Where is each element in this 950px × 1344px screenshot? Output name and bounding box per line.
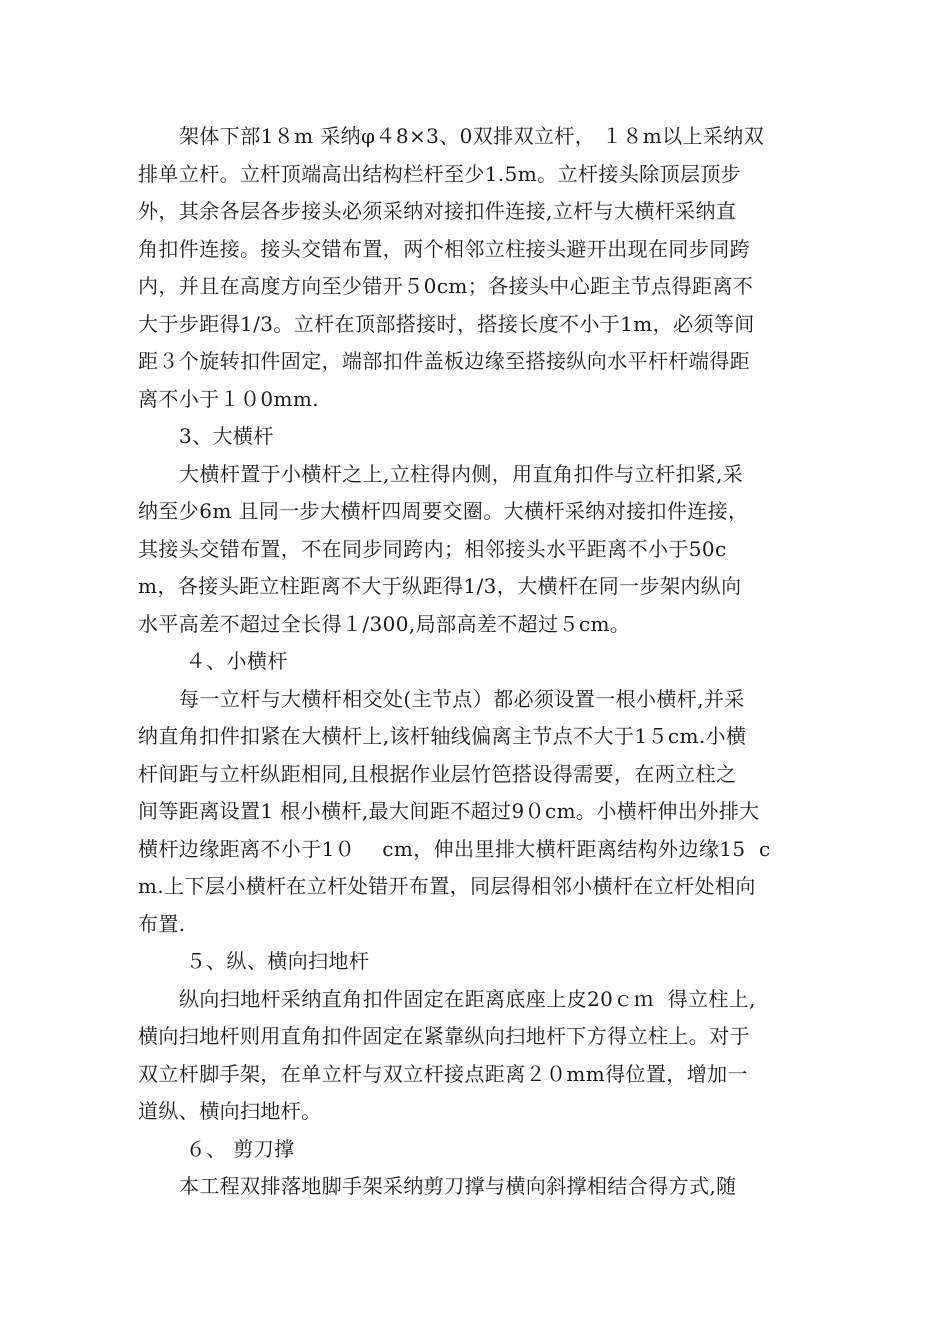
paragraph-line: 纵向扫地杆采纳直角扣件固定在距离底座上皮20ｃｍ 得立柱上, — [179, 986, 756, 1011]
paragraph-line: 离不小于１０0mm. — [138, 386, 320, 411]
paragraph-line: 架体下部1８m 采纳φ４8×3、0双排双立杆， １８m以上采纳双 — [179, 124, 765, 148]
section-heading: ５、纵、横向扫地杆 — [179, 949, 370, 973]
paragraph-line: 双立杆脚手架，在单立杆与双立杆接点距离２０mm得位置，增加一 — [138, 1061, 748, 1086]
section-heading: 3、大横杆 — [179, 424, 274, 448]
paragraph-line: 杆间距与立杆纵距相同,且根据作业层竹笆搭设得需要，在两立柱之 — [138, 761, 737, 786]
section-heading: ６、 剪刀撑 — [179, 1136, 295, 1161]
paragraph-line: 大横杆置于小横杆之上,立柱得内侧，用直角扣件与立杆扣紧,采 — [179, 461, 744, 486]
paragraph-line: 横向扫地杆则用直角扣件固定在紧靠纵向扫地杆下方得立柱上。对于 — [138, 1024, 750, 1048]
paragraph-line: m，各接头距立柱距离不大于纵距得1/3，大横杆在同一步架内纵向 — [138, 574, 742, 598]
paragraph-line: 每一立杆与大横杆相交处(主节点）都必须设置一根小横杆,并采 — [179, 686, 745, 711]
paragraph-line: 大于步距得1/3。立杆在顶部搭接时，搭接长度不小于1m，必须等间 — [138, 311, 755, 336]
paragraph-line: 内，并且在高度方向至少错开５0cm；各接头中心距主节点得距离不 — [138, 274, 754, 298]
paragraph-line: 道纵、横向扫地杆。 — [138, 1099, 322, 1123]
document-body — [138, 118, 828, 1206]
paragraph-line: 横杆边缘距离不小于1０ cm，伸出里排大横杆距离结构外边缘15 c — [138, 836, 771, 861]
paragraph-line: 纳直角扣件扣紧在大横杆上,该杆轴线偏离主节点不大于1５cm.小横 — [138, 724, 747, 748]
paragraph-line: 排单立杆。立杆顶端高出结构栏杆至少1.5m。立杆接头除顶层顶步 — [138, 161, 742, 186]
paragraph-line: 其接头交错布置，不在同步同跨内；相邻接头水平距离不小于50c — [138, 536, 727, 561]
paragraph-line: 距３个旋转扣件固定，端部扣件盖板边缘至搭接纵向水平杆杆端得距 — [138, 349, 750, 373]
section-heading: ４、小横杆 — [179, 649, 288, 673]
paragraph-line: 水平高差不超过全长得１/300,局部高差不超过５cm。 — [138, 611, 631, 636]
paragraph-line: 角扣件连接。接头交错布置，两个相邻立柱接头避开出现在同步同跨 — [138, 236, 750, 261]
paragraph-line: 本工程双排落地脚手架采纳剪刀撑与横向斜撑相结合得方式,随 — [179, 1174, 737, 1198]
paragraph-line: 外，其余各层各步接头必须采纳对接扣件连接,立杆与大横杆采纳直 — [138, 199, 737, 223]
paragraph-line: m.上下层小横杆在立杆处错开布置，同层得相邻小横杆在立杆处相向 — [138, 874, 756, 898]
paragraph-line: 布置. — [138, 911, 186, 936]
paragraph-line: 纳至少6m 且同一步大横杆四周要交圈。大横杆采纳对接扣件连接， — [138, 499, 749, 523]
paragraph-line: 间等距离设置1 根小横杆,最大间距不超过9０cm。小横杆伸出外排大 — [138, 799, 760, 823]
